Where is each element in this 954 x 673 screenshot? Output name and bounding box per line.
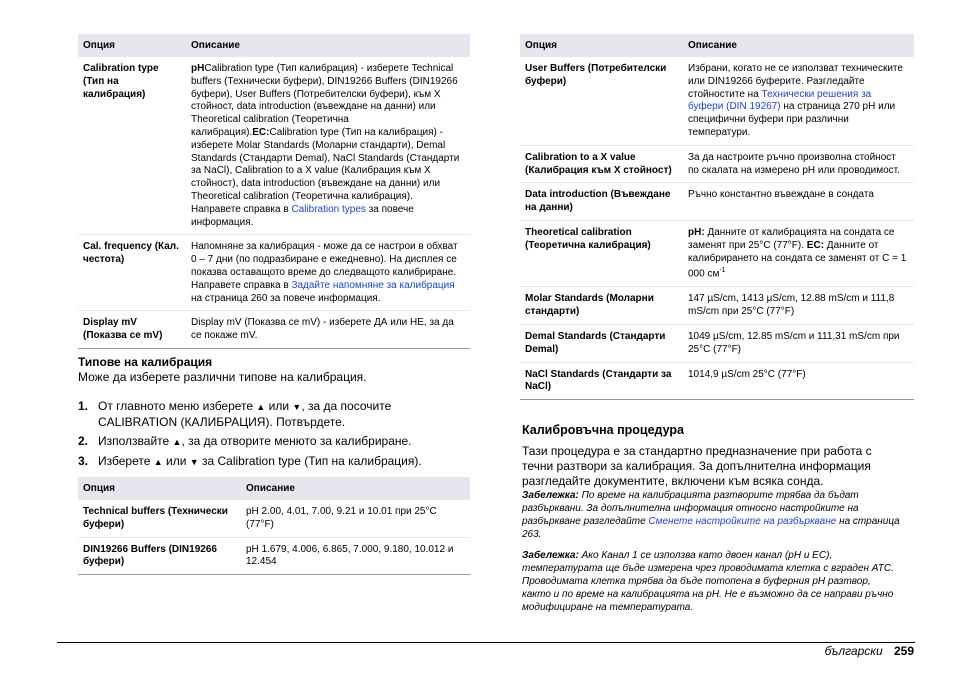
- description-cell: [683, 145, 914, 183]
- up-arrow-icon: ▲: [153, 456, 163, 467]
- description-cell: [186, 57, 470, 235]
- down-arrow-icon: ▼: [189, 456, 199, 467]
- bold-text: Забележка:: [522, 550, 579, 562]
- text-run: за повече информация.: [191, 203, 414, 228]
- note-dual-channel: [522, 549, 900, 614]
- option-cell: Molar Standards (Моларни стандарти): [520, 287, 683, 325]
- text-run: Избрани, когато не се използват техническите или DIN19266 буферите. Разгледайте стойностите на: [688, 63, 903, 100]
- footer-language: български: [824, 644, 883, 658]
- description-cell: [186, 235, 470, 311]
- section-heading: Типове на калибрация: [78, 354, 213, 369]
- text-run: Ако Канал 1 се използва като двоен канал (pH и EC), температурата ще бъде измерена чрез проводимата клетка с вграден ATC. Проводимата клетка трябва да бъде потопена в буферния pH разтвор, както и по време на калибрацията на pH. Не е възможно да се направи ръчно модифициране на температурата.: [522, 550, 894, 614]
- table-row: [520, 287, 914, 325]
- option-cell: User Buffers (Потребителски буфери): [520, 57, 683, 145]
- step-item: [78, 454, 470, 470]
- text-run: От главното меню изберете: [98, 398, 257, 413]
- option-cell: Technical buffers (Технически буфери): [78, 500, 241, 537]
- page-number: 259: [893, 644, 914, 658]
- text-run: 1014,9 µS/cm 25°C (77°F): [688, 368, 806, 380]
- buffers-options-table: [520, 34, 914, 400]
- table-header-row: [520, 34, 914, 57]
- step-number: 1.: [78, 398, 89, 413]
- table-row: [520, 57, 914, 145]
- description-cell: [683, 220, 914, 287]
- table-row: [520, 145, 914, 183]
- bold-text: pH:: [688, 226, 705, 238]
- header-option: Опция: [520, 34, 683, 57]
- text-run: , за да отворите менюто за калибриране.: [181, 433, 412, 448]
- procedure-section: [520, 422, 900, 614]
- text-run: за Calibration type (Тип на калибрация).: [198, 453, 422, 468]
- section-intro: Може да изберете различни типове на калибрация.: [78, 369, 367, 384]
- procedure-body: Тази процедура е за стандартно предназначение при работа с течни разтвори за калибрация. За допълнителна информация разгледайте документите, включени към всяка сонда.: [522, 444, 872, 489]
- text-run: 1049 µS/cm, 12.85 mS/cm и 111,31 mS/cm при 25°C (77°F): [688, 331, 900, 355]
- description-cell: [683, 183, 914, 221]
- cross-reference-link[interactable]: Сменете настройките на разбъркване: [648, 516, 837, 528]
- page-footer: [825, 644, 914, 658]
- table-row: [520, 220, 914, 287]
- option-cell: Data introduction (Въвеждане на данни): [520, 183, 683, 221]
- text-run: или: [162, 453, 190, 468]
- calibration-types-section: [78, 355, 470, 470]
- step-number: 3.: [78, 453, 89, 468]
- header-description: Описание: [241, 477, 470, 500]
- text-run: -1: [719, 267, 726, 275]
- note-stirring: [522, 489, 900, 541]
- table-row: [78, 500, 470, 537]
- header-description: Описание: [186, 34, 470, 57]
- step-item: [78, 399, 470, 430]
- text-run: Данните от калибрирането на сондата се заменят от C = 1 000 см: [688, 239, 907, 280]
- text-run: Display mV (Показва се mV) - изберете ДА или НЕ, за да се покаже mV.: [191, 317, 454, 342]
- text-run: на страница 270 pH или специфични буфери при различни температури.: [688, 101, 896, 138]
- left-column: [78, 34, 470, 575]
- step-number: 2.: [78, 433, 89, 448]
- description-cell: [683, 362, 914, 400]
- right-column: [520, 34, 914, 614]
- table-row: [78, 235, 470, 311]
- text-run: 147 µS/cm, 1413 µS/cm, 12.88 mS/cm и 111,8 mS/cm при 25°C (77°F): [688, 293, 895, 318]
- description-cell: pH 1.679, 4.006, 6.865, 7.000, 9.180, 10.012 и 12.454: [241, 537, 470, 575]
- step-item: [78, 434, 470, 450]
- option-cell: Calibration type (Тип на калибрация): [78, 57, 186, 235]
- text-run: Напомняне за калибрация - може да се настрои в обхват 0 – 7 дни (по подразбиране е ежедневно). На дисплея се показва оставащото време до следващото калибриране. Направете справка в: [191, 241, 458, 291]
- text-run: Изберете: [98, 453, 154, 468]
- buffers-table: [78, 477, 470, 575]
- up-arrow-icon: ▲: [256, 401, 266, 412]
- cross-reference-link[interactable]: Calibration types: [291, 203, 366, 215]
- text-run: Използвайте: [98, 433, 173, 448]
- option-cell: Display mV (Показва се mV): [78, 311, 186, 349]
- text-run: Calibration type (Тип калибрация) - изберете Technical buffers (Технически буфери), DIN19266 Buffers (DIN19266 буфери), User Buffers (Потребителски буфери), към X стойност, data introduction (въвеждане на данни) или Theoretical calibration (Теоретична калибрация).: [191, 63, 458, 138]
- option-cell: Calibration to a X value (Калибрация към X стойност): [520, 145, 683, 183]
- option-cell: DIN19266 Buffers (DIN19266 буфери): [78, 537, 241, 575]
- bold-text: EC:: [806, 239, 825, 251]
- down-arrow-icon: ▼: [292, 401, 302, 412]
- table-header-row: [78, 34, 470, 57]
- procedure-heading: Калибровъчна процедура: [522, 423, 684, 438]
- text-run: Ръчно константно въвеждане в сондата: [688, 189, 874, 201]
- text-run: , за да посочите CALIBRATION (КАЛИБРАЦИЯ). Потвърдете.: [98, 398, 392, 429]
- description-cell: [683, 287, 914, 325]
- table-row: [78, 311, 470, 349]
- header-option: Опция: [78, 477, 241, 500]
- option-cell: NaCl Standards (Стандарти за NaCl): [520, 362, 683, 400]
- bold-text: pH: [191, 63, 205, 74]
- text-run: на страница 263.: [522, 516, 900, 541]
- table-row: [78, 57, 470, 235]
- description-cell: pH 2.00, 4.01, 7.00, 9.21 и 10.01 при 25°C (77°F): [241, 500, 470, 537]
- table-row: [78, 537, 470, 575]
- table-header-row: [78, 477, 470, 500]
- description-cell: [683, 57, 914, 145]
- text-run: Calibration type (Тип на калибрация) - изберете Molar Standards (Моларни стандарти), Demal Standards (Стандарти Demal), NaCl Standards (Стандарти за NaCl), Calibration to a X value (Калибрация към X стойност), data introduction (въвеждане на данни) или Theoretical calibration (Теоретична калибрация). Направете справка в: [191, 126, 460, 215]
- header-option: Опция: [78, 34, 186, 57]
- table-row: [520, 183, 914, 221]
- bold-text: Забележка:: [522, 490, 579, 502]
- text-run: По време на калибрацията разтворите трябва да бъдат разбърквани. За допълнителна информация относно настройките на разбъркване разгледайте: [522, 490, 859, 528]
- option-cell: Cal. frequency (Кал. честота): [78, 235, 186, 311]
- text-run: За да настроите ръчно произволна стойност по скалата на измерено pH или проводимост.: [688, 151, 900, 176]
- footer-divider: [57, 642, 915, 643]
- header-description: Описание: [683, 34, 914, 57]
- cross-reference-link[interactable]: Технически решения за буфери (DIN 19267): [688, 88, 872, 113]
- text-run: на страница 260 за повече информация.: [191, 292, 381, 304]
- bold-text: EC:: [252, 126, 270, 138]
- table-row: [520, 325, 914, 363]
- option-cell: Demal Standards (Стандарти Demal): [520, 325, 683, 363]
- description-cell: [186, 311, 470, 349]
- up-arrow-icon: ▲: [172, 436, 182, 447]
- table-row: [520, 362, 914, 400]
- description-cell: [683, 325, 914, 363]
- cross-reference-link[interactable]: Задайте напомняне за калибрация: [291, 279, 455, 291]
- options-table: [78, 34, 470, 349]
- option-cell: Theoretical calibration (Теоретична калибрация): [520, 220, 683, 287]
- text-run: или: [265, 398, 293, 413]
- steps-list: [78, 399, 470, 470]
- text-run: Данните от калибрацията на сондата се заменят при 25°C (77°F).: [688, 226, 895, 251]
